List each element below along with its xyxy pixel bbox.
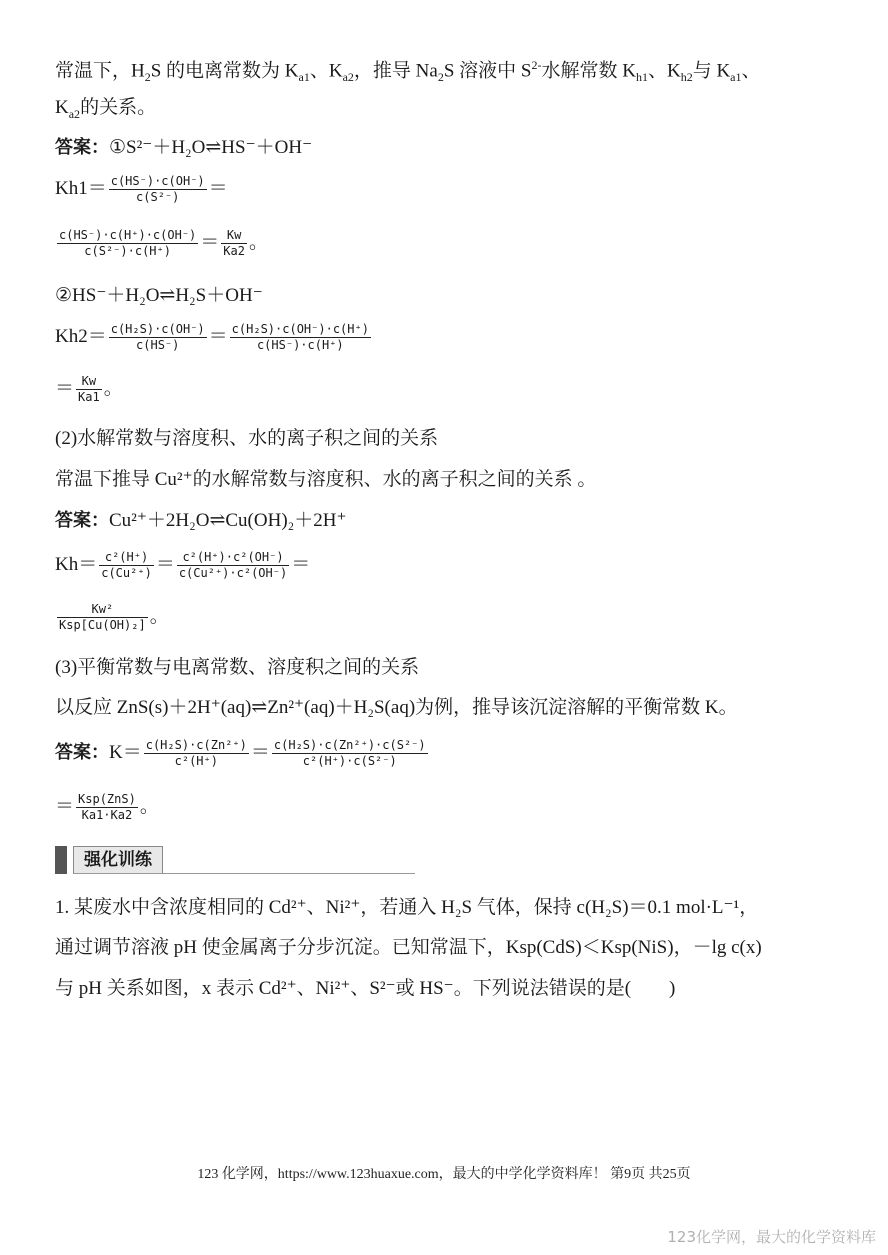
answer1-equation: 答案：①S²⁻＋H₂O⇌HS⁻＋OH⁻	[55, 137, 313, 158]
k-expression-cont: ＝ $\frac{\text{Ksp(ZnS)}}{Ka1\cdot Ka2}$ 。	[55, 792, 159, 822]
section-heading-bar	[55, 846, 415, 874]
heading-marker	[55, 846, 67, 874]
kh2-expression-cont: ＝ $\frac{Kw}{Ka1}$ 。	[55, 374, 123, 404]
section3-question: 以反应 ZnS(s)＋2H⁺(aq)⇌Zn²⁺(aq)＋H₂S(aq)为例，推导该沉淀溶解的平衡常数 K。	[55, 697, 738, 718]
answer2-equation: ②HS⁻＋H₂O⇌H₂S＋OH⁻	[55, 285, 263, 306]
section-heading-label: 强化训练	[73, 846, 163, 874]
question1-line-2: 通过调节溶液 pH 使金属离子分步沉淀。已知常温下，Ksp(CdS)＜Ksp(NiS)，－lg c(x)	[55, 937, 762, 958]
fraction: $\frac{c(HS^-)\cdot c(OH^-)}{\text{c(S²⁻)}}$	[110, 174, 205, 204]
section2-title: (2)水解常数与溶度积、水的离子积之间的关系	[55, 428, 439, 449]
kh1-expression-cont: $\frac{c(HS^-)\cdot c(H^+)\cdot c(OH^-)}{\text{c(S²⁻)·c(H⁺)}}$ ＝ $\frac{Kw}{Ka2}$ 。	[59, 228, 268, 258]
divider	[73, 873, 415, 874]
kh1-expression: Kh1＝ $\frac{c(HS^-)\cdot c(OH^-)}{\text{c(S²⁻)}}$ ＝	[55, 174, 228, 204]
fraction: $\frac{\text{c²(H⁺)}}{\text{c(Cu²⁺)}}$	[101, 550, 152, 580]
question1-line-1: 1. 某废水中含浓度相同的 Cd²⁺、Ni²⁺，若通入 H₂S 气体，保持 c(H₂S)＝0.1 mol·L⁻¹，	[55, 897, 759, 918]
page-footer: 123 化学网，https://www.123huaxue.com，最大的中学化学资料库！ 第9页 共25页	[197, 1167, 691, 1182]
fraction: $\frac{\text{c(H₂S)·c(Zn²⁺)}}{\text{c²(H⁺)}}$	[145, 738, 247, 768]
answer-label: 答案：	[55, 741, 109, 763]
fraction: $\frac{Kw}{Ka2}$	[223, 228, 245, 258]
k-expression: 答案：K＝ $\frac{\text{c(H₂S)·c(Zn²⁺)}}{\text{c²(H⁺)}}$ ＝ $\frac{\text{c(H₂S)·c(Zn²⁺)·c(S²⁻)}}{\text{c²(H⁺)·c(S²⁻)}}$	[55, 738, 426, 768]
intro-line-1: 常温下，$H_2S$ 的电离常数为 $K_{a1}$、$K_{a2}$，推导 $Na_2S$ 溶液中 $S^{2-}$水解常数 $K_{h1}$、$K_{h2}$与 $K_{a1}$、	[55, 58, 761, 85]
section2-question: 常温下推导 Cu²⁺的水解常数与溶度积、水的离子积之间的关系 。	[55, 469, 597, 490]
fraction: $\frac{\text{c²(H⁺)·c²(OH⁻)}}{\text{c(Cu²⁺)·c²(OH⁻)}}$	[178, 550, 288, 580]
fraction: $\frac{Kw}{Ka1}$	[78, 374, 100, 404]
fraction: $\frac{\text{c(H₂S)·c(OH⁻)}}{c(HS^-)}$	[110, 322, 205, 352]
kh-expression: Kh＝ $\frac{\text{c²(H⁺)}}{\text{c(Cu²⁺)}}$ ＝ $\frac{\text{c²(H⁺)·c²(OH⁻)}}{\text{c(Cu²⁺)·c²(OH⁻)}}$ ＝	[55, 550, 311, 580]
question1-line-3: 与 pH 关系如图，x 表示 Cd²⁺、Ni²⁺、S²⁻或 HS⁻。下列说法错误的是( )	[55, 978, 676, 999]
answer-label: 答案：	[55, 510, 109, 531]
section3-title: (3)平衡常数与电离常数、溶度积之间的关系	[55, 657, 420, 678]
section2-answer-equation: 答案：Cu²⁺＋2H₂O⇌Cu(OH)₂＋2H⁺	[55, 510, 347, 531]
kh2-expression: Kh2＝ $\frac{\text{c(H₂S)·c(OH⁻)}}{c(HS^-)}$ ＝ $\frac{\text{c(H₂S)·c(OH⁻)·c(H⁺)}}{c(HS^-)\cdot c(H^+)}$	[55, 322, 369, 352]
fraction: $\frac{\text{Kw²}}{\text{Ksp[Cu(OH)₂]}}$	[59, 602, 146, 632]
fraction: $\frac{\text{c(H₂S)·c(OH⁻)·c(H⁺)}}{c(HS^-)\cdot c(H^+)}$	[231, 322, 369, 352]
intro-line-2: $K_{a2}$的关系。	[55, 97, 157, 121]
fraction: $\frac{\text{c(H₂S)·c(Zn²⁺)·c(S²⁻)}}{\text{c²(H⁺)·c(S²⁻)}}$	[273, 738, 426, 768]
answer-label: 答案：	[55, 137, 109, 158]
fraction: $\frac{c(HS^-)\cdot c(H^+)\cdot c(OH^-)}{\text{c(S²⁻)·c(H⁺)}}$	[59, 228, 197, 258]
fraction: $\frac{\text{Ksp(ZnS)}}{Ka1\cdot Ka2}$	[78, 792, 136, 822]
kh-expression-cont: $\frac{\text{Kw²}}{\text{Ksp[Cu(OH)₂]}}$ 。	[59, 602, 169, 632]
watermark: 123化学网，最大的化学资料库	[667, 1228, 876, 1246]
